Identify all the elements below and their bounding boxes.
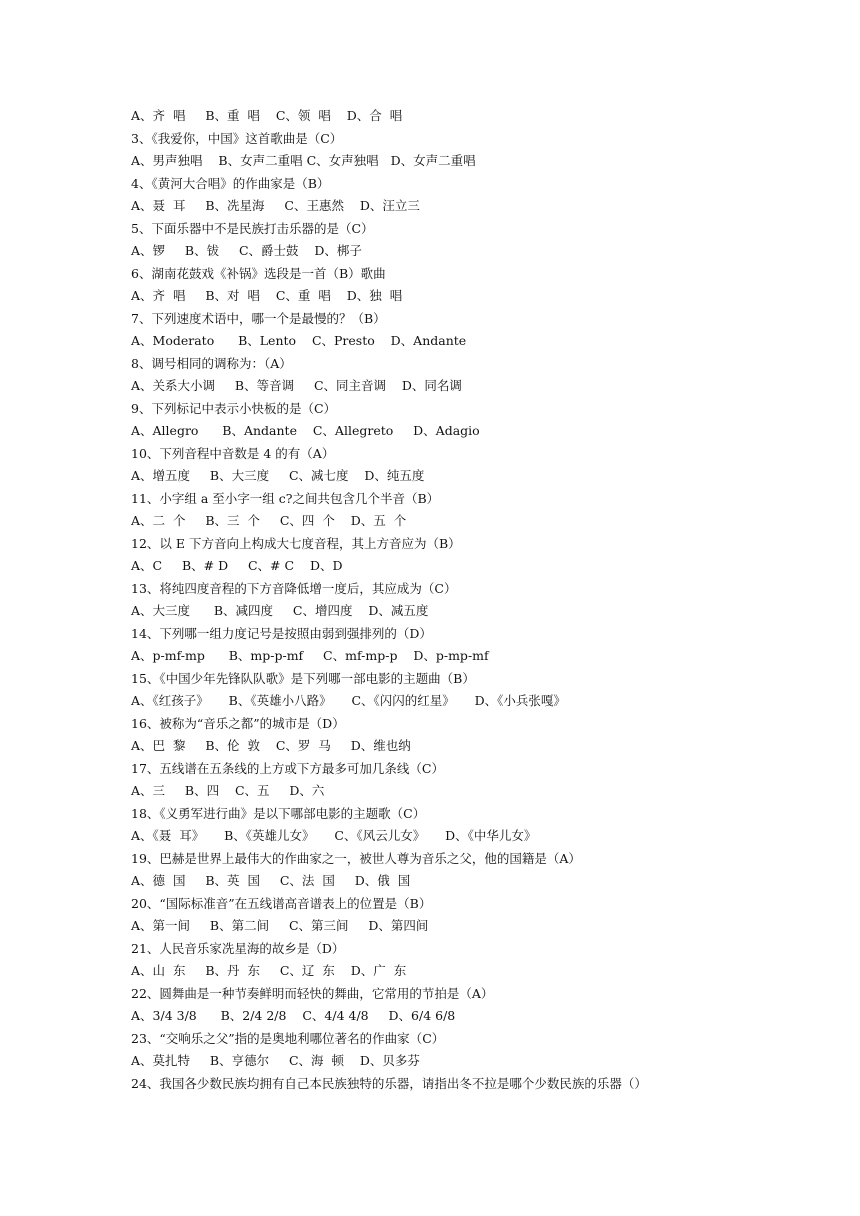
answer-options-7: A、Moderato B、Lento C、Presto D、Andante xyxy=(131,333,467,348)
answer-options-3: A、男声独唱 B、女声二重唱 C、女声独唱 D、女声二重唱 xyxy=(131,153,476,168)
answer-options-19: A、德 国 B、英 国 C、法 国 D、俄 国 xyxy=(131,873,411,888)
question-8: 8、调号相同的调称为：（A） xyxy=(131,355,292,371)
question-24: 24、我国各少数民族均拥有自己本民族独特的乐器，请指出冬不拉是哪个少数民族的乐器（） xyxy=(131,1075,647,1091)
question-22: 22、圆舞曲是一种节奏鲜明而轻快的舞曲，它常用的节拍是（A） xyxy=(131,985,494,1001)
answer-options-17: A、三 B、四 C、五 D、六 xyxy=(131,783,325,798)
question-6: 6、湖南花鼓戏《补锅》选段是一首（B）歌曲 xyxy=(131,265,386,281)
question-4: 4、《黄河大合唱》的作曲家是（B） xyxy=(131,175,330,191)
question-12: 12、以 E 下方音向上构成大七度音程，其上方音应为（B） xyxy=(131,535,461,551)
answer-options-14: A、p-mf-mp B、mp-p-mf C、mf-mp-p D、p-mp-mf xyxy=(131,648,489,663)
answer-options-22: A、3/4 3/8 B、2/4 2/8 C、4/4 4/8 D、6/4 6/8 xyxy=(131,1008,456,1023)
answer-options-21: A、山 东 B、丹 东 C、辽 东 D、广 东 xyxy=(131,963,407,978)
question-14: 14、下列哪一组力度记号是按照由弱到强排列的（D） xyxy=(131,625,432,641)
question-21: 21、人民音乐家冼星海的故乡是（D） xyxy=(131,940,345,956)
answer-options-4: A、聂 耳 B、冼星海 C、王惠然 D、汪立三 xyxy=(131,198,420,213)
answer-options-5: A、锣 B、钹 C、爵士鼓 D、梆子 xyxy=(131,243,362,258)
question-9: 9、下列标记中表示小快板的是（C） xyxy=(131,400,337,416)
question-18: 18、《义勇军进行曲》是以下哪部电影的主题歌（C） xyxy=(131,805,426,821)
answer-options-line: A、齐 唱 B、重 唱 C、领 唱 D、合 唱 xyxy=(131,108,403,123)
question-23: 23、“交响乐之父”指的是奥地利哪位著名的作曲家（C） xyxy=(131,1030,445,1046)
answer-options-12: A、C B、# D C、# C D、D xyxy=(131,558,343,573)
answer-options-20: A、第一间 B、第二间 C、第三间 D、第四间 xyxy=(131,918,429,933)
question-10: 10、下列音程中音数是 4 的有（A） xyxy=(131,445,335,461)
answer-options-6: A、齐 唱 B、对 唱 C、重 唱 D、独 唱 xyxy=(131,288,403,303)
question-16: 16、被称为“音乐之都”的城市是（D） xyxy=(131,715,345,731)
answer-options-16: A、巴 黎 B、伦 敦 C、罗 马 D、维也纳 xyxy=(131,738,411,753)
question-3: 3、《我爱你，中国》这首歌曲是（C） xyxy=(131,130,343,146)
question-5: 5、下面乐器中不是民族打击乐器的是（C） xyxy=(131,220,374,236)
answer-options-8: A、关系大小调 B、等音调 C、同主音调 D、同名调 xyxy=(131,378,462,393)
question-13: 13、将纯四度音程的下方音降低增一度后，其应成为（C） xyxy=(131,580,457,596)
question-7: 7、下列速度术语中，哪一个是最慢的？（B） xyxy=(131,310,386,326)
question-15: 15、《中国少年先锋队队歌》是下列哪一部电影的主题曲（B） xyxy=(131,670,475,686)
answer-options-18: A、《聂 耳》 B、《英雄儿女》 C、《风云儿女》 D、《中华儿女》 xyxy=(131,828,537,843)
answer-options-13: A、大三度 B、减四度 C、增四度 D、减五度 xyxy=(131,603,429,618)
question-11: 11、小字组 a 至小字一组 c?之间共包含几个半音（B） xyxy=(131,490,440,506)
answer-options-10: A、增五度 B、大三度 C、减七度 D、纯五度 xyxy=(131,468,425,483)
question-list xyxy=(131,105,831,1095)
question-19: 19、巴赫是世界上最伟大的作曲家之一，被世人尊为音乐之父，他的国籍是（A） xyxy=(131,850,581,866)
answer-options-11: A、二 个 B、三 个 C、四 个 D、五 个 xyxy=(131,513,407,528)
answer-options-9: A、Allegro B、Andante C、Allegreto D、Adagio xyxy=(131,423,480,438)
question-17: 17、五线谱在五条线的上方或下方最多可加几条线（C） xyxy=(131,760,444,776)
answer-options-15: A、《红孩子》 B、《英雄小八路》 C、《闪闪的红星》 D、《小兵张嘎》 xyxy=(131,693,566,708)
answer-options-23: A、莫扎特 B、亨德尔 C、海 顿 D、贝多芬 xyxy=(131,1053,420,1068)
question-20: 20、“国际标准音”在五线谱高音谱表上的位置是（B） xyxy=(131,895,432,911)
